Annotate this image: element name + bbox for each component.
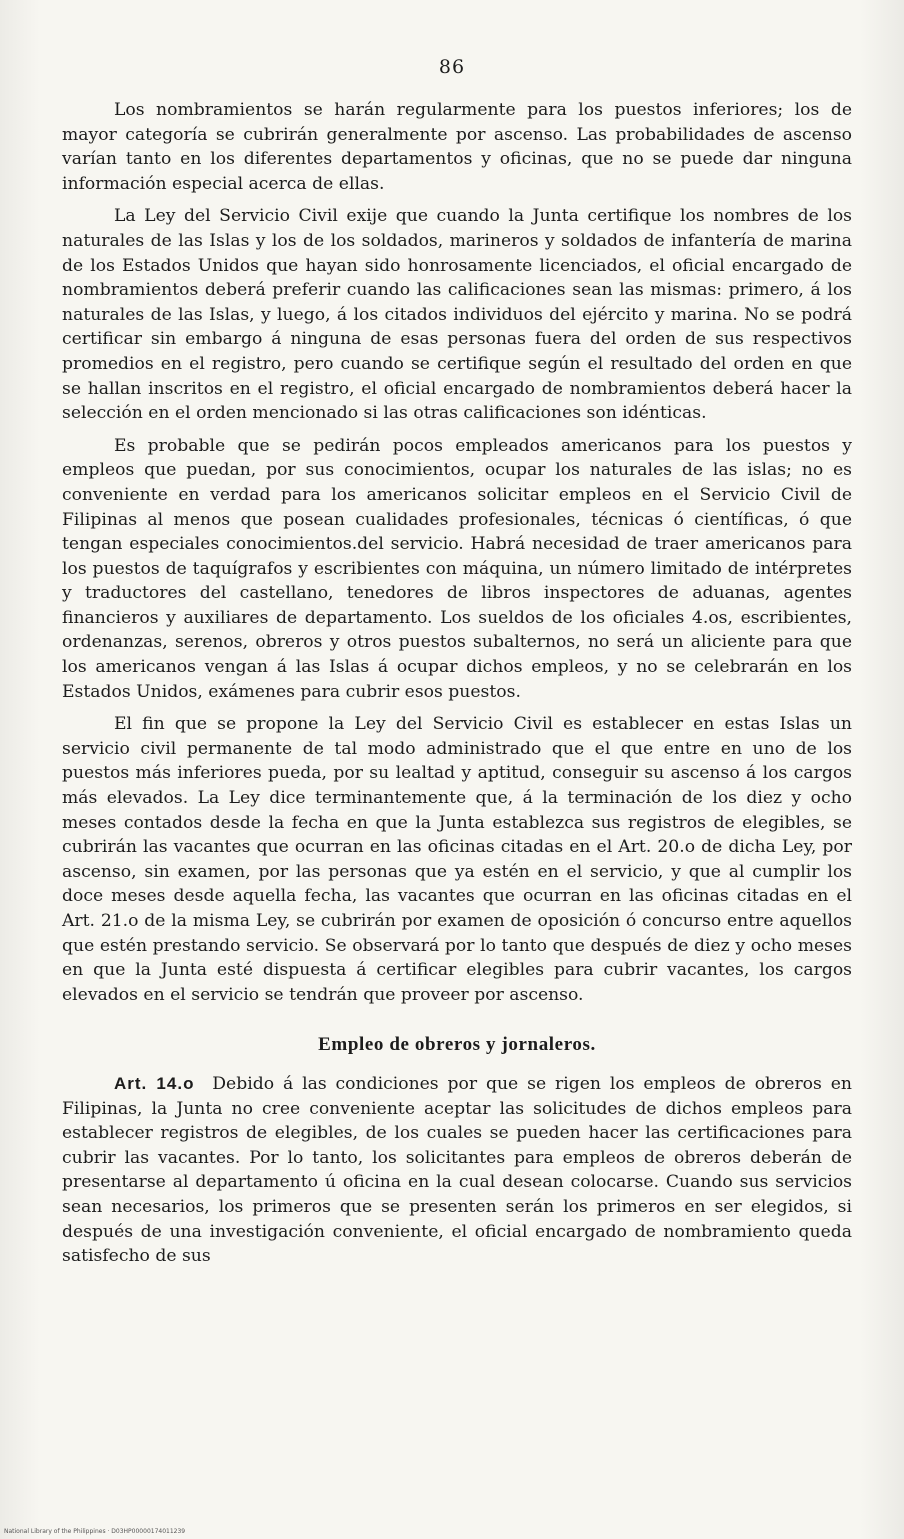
paragraph-appointments: Los nombramientos se harán regularmente para los puestos inferiores; los de mayor categoría se cubrirán generalmente por ascenso. Las probabilidades de ascenso varían tanto en los diferentes departamentos y oficinas, que no se puede dar ninguna información especial acerca de ellas.	[62, 100, 852, 194]
section-heading: Empleo de obreros y jornaleros.	[318, 1034, 596, 1056]
article-reference: Art. 14.o	[114, 1073, 195, 1093]
footer-credit: National Library of the Philippines · D03HP00000174011239	[4, 1528, 186, 1535]
paragraph-civil-service-law: La Ley del Servicio Civil exije que cuando la Junta certifique los nombres de los naturales de las Islas y los de los soldados, marineros y soldados de infantería de marina de los Estados Unidos que hayan sido honrosamente licenciados, el oficial encargado de nombramientos deberá preferir cuando las calificaciones sean las mismas: primero, á los naturales de las Islas, y luego, á los citados individuos del ejército y marina. No se podrá certificar sin embargo á ninguna de esas personas fuera del orden de sus respectivos promedios en el registro, pero cuando se certifique según el resultado del orden en que se hallan inscritos en el registro, el oficial encargado de nombramientos deberá hacer la selección en el orden mencionado si las otras calificaciones son idénticas.	[62, 206, 852, 424]
article-text: Debido á las condiciones por que se rigen los empleos de obreros en Filipinas, la Junta no cree conveniente aceptar las solicitudes de dichos empleos para establecer registros de elegibles, de los cuales se pueden hacer las certificaciones para cubrir las vacantes. Por lo tanto, los solicitantes para empleos de obreros deberán de presentarse al departamento ú oficina en la cual desean colocarse. Cuando sus servicios sean necesarios, los primeros que se presenten serán los primeros en ser elegidos, si después de una investigación conveniente, el oficial encargado de nombramiento queda satisfecho de sus	[62, 1073, 852, 1267]
paragraph-article-14	[62, 1072, 852, 1269]
paragraph-american-employees: Es probable que se pedirán pocos empleados americanos para los puestos y empleos que puedan, por sus conocimientos, ocupar los naturales de las islas; no es conveniente en verdad para los americanos solicitar empleos en el Servicio Civil de Filipinas al menos que posean cualidades profesionales, técnicas ó científicas, ó que tengan especiales conocimientos.del servicio. Habrá necesidad de traer americanos para los puestos de taquígrafos y escribientes con máquina, un número limitado de intérpretes y traductores del castellano, tenedores de libros inspectores de aduanas, agentes financieros y auxiliares de departamento. Los sueldos de los oficiales 4.os, escribientes, ordenanzas, serenos, obreros y otros puestos subalternos, no será un aliciente para que los americanos vengan á las Islas á ocupar dichos empleos, y no se celebrarán en los Estados Unidos, exámenes para cubrir esos puestos.	[62, 435, 852, 702]
page-number: 86	[438, 56, 466, 78]
paragraph-purpose-of-law: El fin que se propone la Ley del Servicio Civil es establecer en estas Islas un servicio civil permanente de tal modo administrado que el que entre en uno de los puestos más inferiores pueda, por su lealtad y aptitud, conseguir su ascenso á los cargos más elevados. La Ley dice terminantemente que, á la terminación de los diez y ocho meses contados desde la fecha en que la Junta establezca sus registros de elegibles, se cubrirán las vacantes que ocurran en las oficinas citadas en el Art. 20.o de dicha Ley, por ascenso, sin examen, por las personas que ya estén en el servicio, y que al cumplir los doce meses desde aquella fecha, las vacantes que ocurran en las oficinas citadas en el Art. 21.o de la misma Ley, se cubrirán por examen de oposición ó concurso entre aquellos que estén prestando servicio. Se observará por lo tanto que después de diez y ocho meses en que la Junta esté dispuesta á certificar elegibles para cubrir vacantes, los cargos elevados en el servicio se tendrán que proveer por ascenso.	[62, 714, 852, 1005]
document-body	[62, 98, 852, 1277]
